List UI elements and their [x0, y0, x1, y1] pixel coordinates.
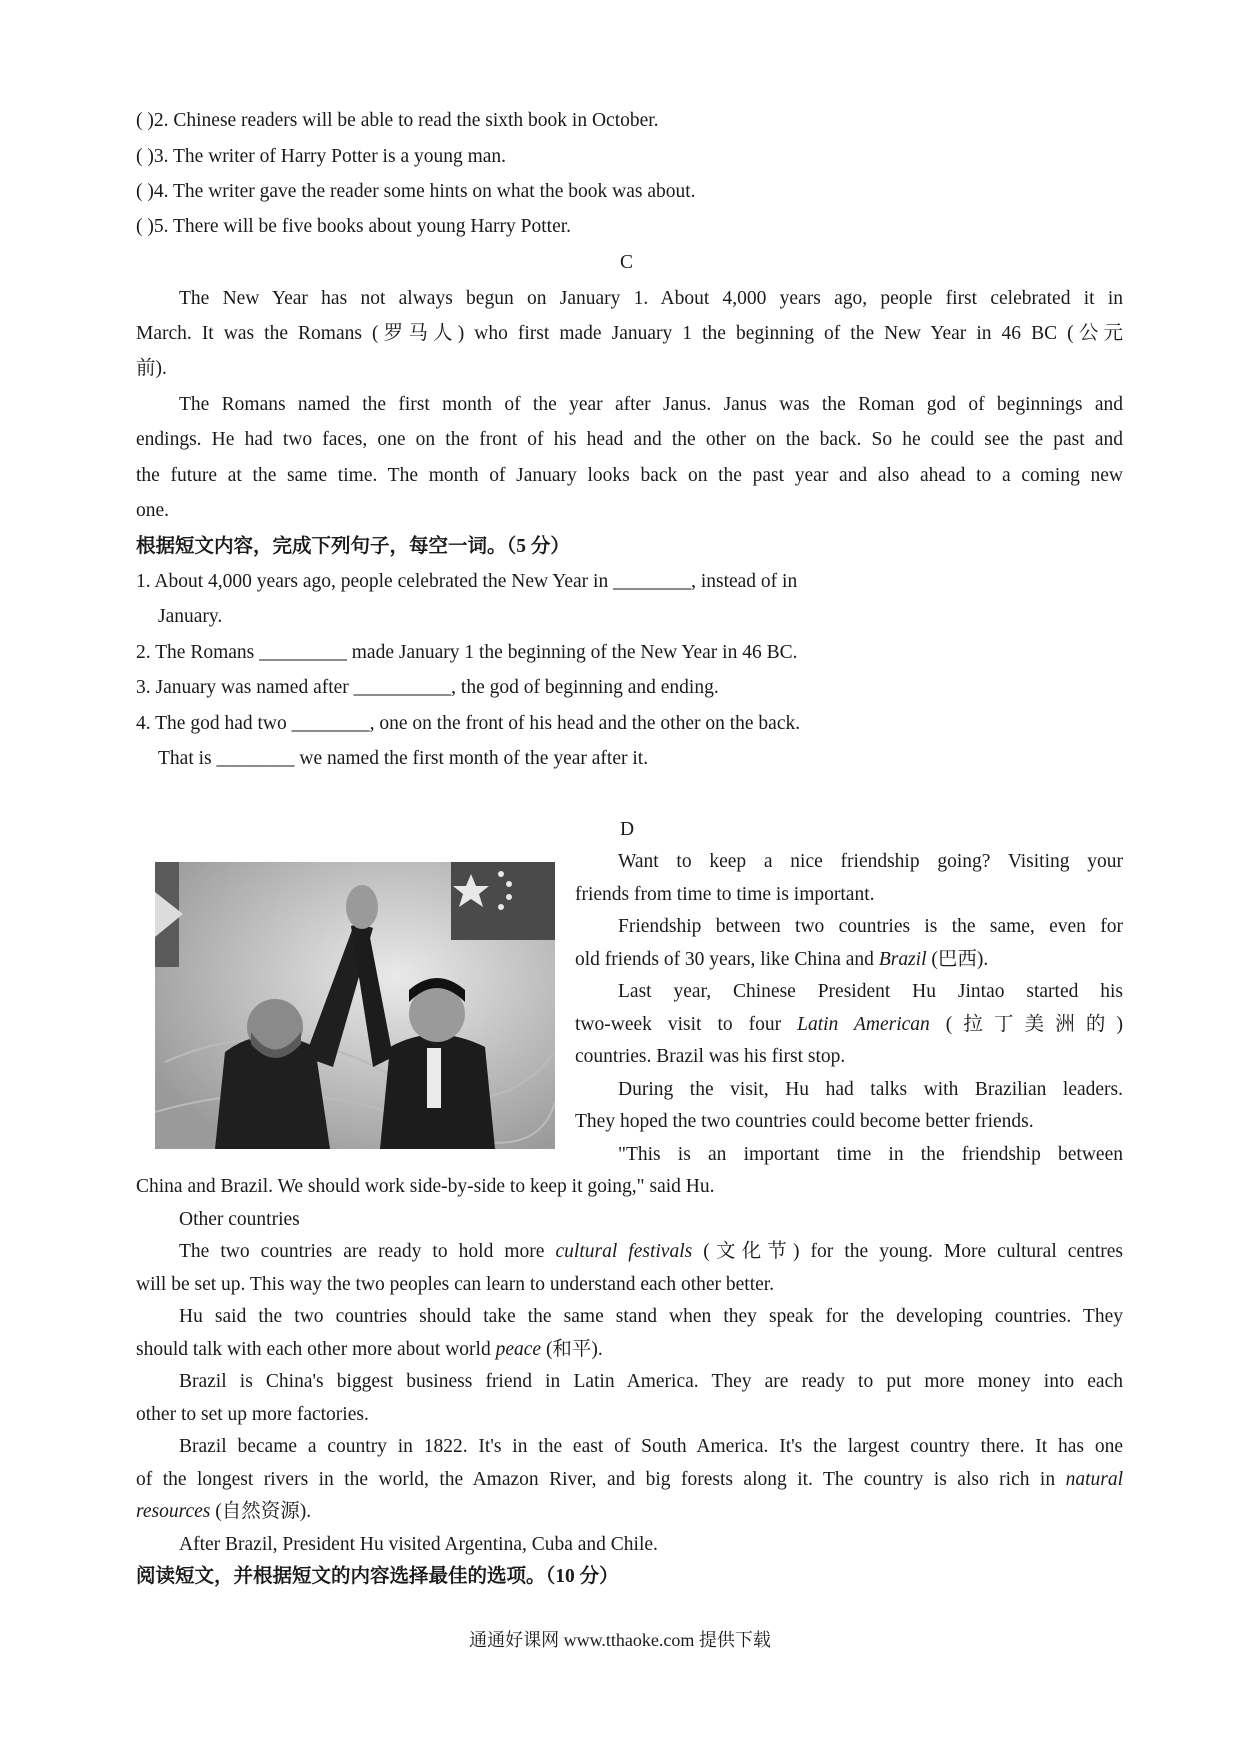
d-instructions: 阅读短文，并根据短文的内容选择最佳的选项。（10 分） — [136, 1566, 619, 1587]
question-3: ( )3. The writer of Harry Potter is a young man. — [136, 146, 507, 167]
d-right-line-6: two-week visit to four Latin American (拉丁美洲的) — [575, 1014, 1123, 1035]
d-right-line-7: countries. Brazil was his first stop. — [575, 1046, 846, 1067]
section-d-label: D — [620, 819, 635, 840]
d-line-17: Brazil is China's biggest business friend in Latin America. They are ready to put more money into each — [179, 1371, 1123, 1392]
d-line-11: China and Brazil. We should work side-by-side to keep it going," said Hu. — [136, 1176, 715, 1197]
d-right-line-1: Want to keep a nice friendship going? Visiting your — [618, 851, 1123, 872]
d-line-20: of the longest rivers in the world, the Amazon River, and big forests along it. The country is also rich in natural — [136, 1469, 1123, 1490]
question-2: ( )2. Chinese readers will be able to read the sixth book in October. — [136, 110, 659, 131]
c-paragraph-1-line-1: The New Year has not always begun on January 1. About 4,000 years ago, people first celebrated it in — [179, 288, 1123, 309]
d-subheading: Other countries — [179, 1209, 300, 1230]
c-paragraph-2-line-4: one. — [136, 500, 170, 521]
c-sentence-4: 4. The god had two ________, one on the front of his head and the other on the back. — [136, 713, 801, 734]
d-line-19: Brazil became a country in 1822. It's in the east of South America. It's the largest country there. It has one — [179, 1436, 1123, 1457]
d-line-22: After Brazil, President Hu visited Argentina, Cuba and Chile. — [179, 1534, 658, 1555]
question-4: ( )4. The writer gave the reader some hints on what the book was about. — [136, 181, 696, 202]
d-right-line-2: friends from time to time is important. — [575, 884, 875, 905]
d-line-15: Hu said the two countries should take the same stand when they speak for the developing countries. They — [179, 1306, 1123, 1327]
c-instructions: 根据短文内容，完成下列句子，每空一词。（5 分） — [136, 536, 570, 557]
d-right-line-9: They hoped the two countries could become better friends. — [575, 1111, 1034, 1132]
c-paragraph-2-line-1: The Romans named the first month of the year after Janus. Janus was the Roman god of beginnings and — [179, 394, 1123, 415]
d-right-line-3: Friendship between two countries is the same, even for — [618, 916, 1123, 937]
d-right-line-10: "This is an important time in the friendship between — [618, 1144, 1123, 1165]
d-line-18: other to set up more factories. — [136, 1404, 369, 1425]
c-paragraph-1-line-3: 前). — [136, 358, 167, 379]
c-paragraph-2-line-3: the future at the same time. The month of January looks back on the past year and also ahead to a coming new — [136, 465, 1123, 486]
d-line-16: should talk with each other more about world peace (和平). — [136, 1339, 603, 1360]
c-paragraph-1-line-2: March. It was the Romans (罗马人) who first made January 1 the beginning of the New Year in 46 BC (公元 — [136, 323, 1123, 344]
d-right-line-8: During the visit, Hu had talks with Brazilian leaders. — [618, 1079, 1123, 1100]
c-sentence-2: 2. The Romans _________ made January 1 the beginning of the New Year in 46 BC. — [136, 642, 798, 663]
d-right-line-5: Last year, Chinese President Hu Jintao started his — [618, 981, 1123, 1002]
d-line-13: The two countries are ready to hold more cultural festivals (文化节) for the young. More cultural centres — [179, 1241, 1124, 1262]
c-sentence-4-cont: That is ________ we named the first month of the year after it. — [158, 748, 649, 769]
d-right-line-4: old friends of 30 years, like China and Brazil (巴西). — [575, 949, 989, 970]
c-sentence-3: 3. January was named after __________, the god of beginning and ending. — [136, 677, 719, 698]
c-paragraph-2-line-2: endings. He had two faces, one on the front of his head and the other on the back. So he could see the past and — [136, 429, 1123, 450]
page-footer: 通通好课网 www.tthaoke.com 提供下载 — [469, 1630, 771, 1650]
d-line-21: resources (自然资源). — [136, 1501, 312, 1522]
d-line-14: will be set up. This way the two peoples can learn to understand each other better. — [136, 1274, 775, 1295]
c-sentence-1-cont: January. — [158, 606, 223, 627]
section-c-label: C — [620, 252, 634, 273]
question-5: ( )5. There will be five books about young Harry Potter. — [136, 216, 572, 237]
news-photo — [155, 862, 555, 1149]
c-sentence-1: 1. About 4,000 years ago, people celebrated the New Year in ________, instead of in — [136, 571, 798, 592]
